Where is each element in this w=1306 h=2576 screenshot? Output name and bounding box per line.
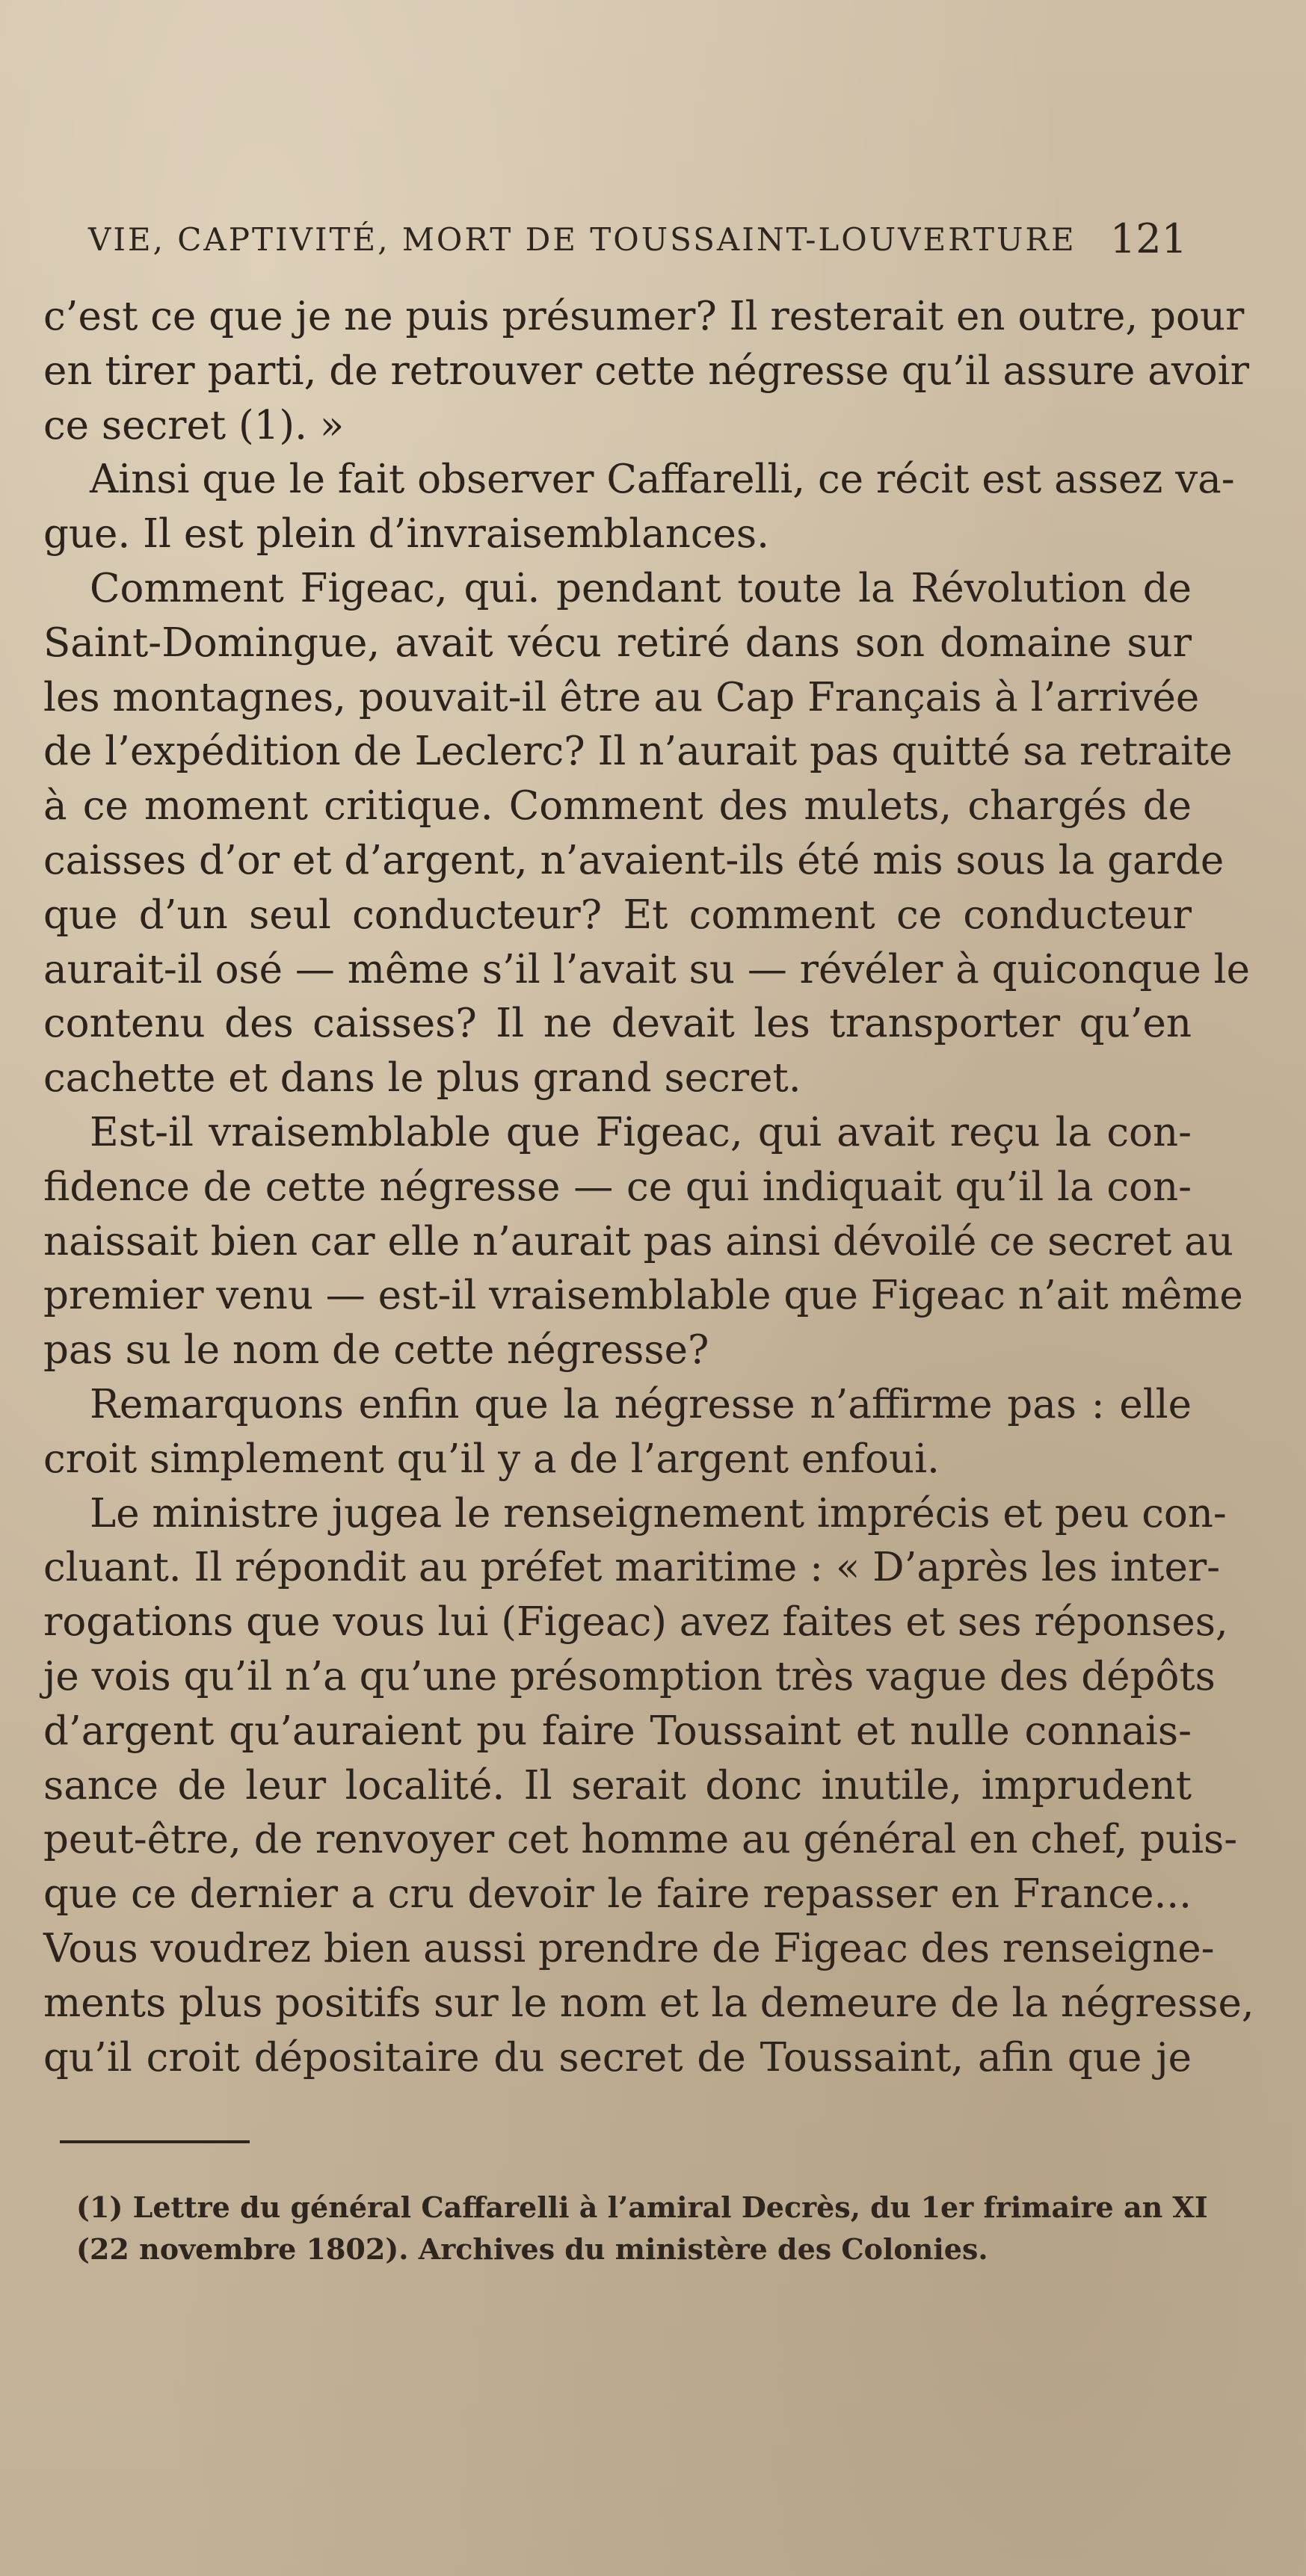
running-head: VIE, CAPTIVITÉ, MORT DE TOUSSAINT-LOUVERTURE	[88, 221, 1076, 258]
text-line: croit simplement qu’il y a de l’argent enfoui.	[43, 1436, 940, 1482]
text-line: de l’expédition de Leclerc? Il n’aurait pas quitté sa retraite	[43, 729, 1233, 775]
text-line: ments plus positifs sur le nom et la demeure de la négresse,	[43, 1980, 1254, 2026]
text-line: qu’il croit dépositaire du secret de Toussaint, afin que je	[43, 2034, 1192, 2081]
text-line: Comment Figeac, qui. pendant toute la Révolution de	[90, 565, 1192, 611]
text-line: que d’un seul conducteur? Et comment ce conducteur	[43, 892, 1192, 938]
text-line: les montagnes, pouvait-il être au Cap Français à l’arrivée	[43, 674, 1200, 720]
text-line: aurait-il osé — même s’il l’avait su — révéler à quiconque le	[43, 946, 1250, 992]
footnote	[76, 2187, 1208, 2270]
text-line: pas su le nom de cette négresse?	[43, 1327, 709, 1374]
text-line: Le ministre jugea le renseignement imprécis et peu con-	[90, 1490, 1227, 1536]
text-line: contenu des caisses? Il ne devait les transporter qu’en	[43, 1001, 1192, 1047]
text-line: fidence de cette négresse — ce qui indiquait qu’il la con-	[43, 1164, 1192, 1210]
text-line: à ce moment critique. Comment des mulets, chargés de	[43, 783, 1192, 830]
text-line: gue. Il est plein d’invraisemblances.	[43, 511, 769, 557]
text-line: sance de leur localité. Il serait donc inutile, imprudent	[43, 1762, 1192, 1809]
text-line: premier venu — est-il vraisemblable que Figeac n’ait même	[43, 1273, 1243, 1319]
text-line: que ce dernier a cru devoir le faire repasser en France...	[43, 1871, 1192, 1918]
page-number: 121	[1109, 215, 1187, 262]
text-line: en tirer parti, de retrouver cette négresse qu’il assure avoir	[43, 348, 1249, 394]
text-line: c’est ce que je ne puis présumer? Il resterait en outre, pour	[43, 294, 1245, 339]
text-line: ce secret (1). »	[43, 402, 345, 448]
text-line: rogations que vous lui (Figeac) avez faites et ses réponses,	[43, 1599, 1228, 1646]
text-line: naissait bien car elle n’aurait pas ainsi dévoilé ce secret au	[43, 1218, 1233, 1264]
text-line: je vois qu’il n’a qu’une présomption très vague des dépôts	[43, 1653, 1216, 1699]
text-line: caisses d’or et d’argent, n’avaient-ils été mis sous la garde	[43, 837, 1225, 883]
text-line: d’argent qu’auraient pu faire Toussaint et nulle connais-	[43, 1708, 1192, 1754]
footnote-line: (22 novembre 1802). Archives du ministère des Colonies.	[76, 2232, 988, 2266]
text-line: Saint-Domingue, avait vécu retiré dans son domaine sur	[43, 620, 1192, 666]
text-line: cachette et dans le plus grand secret.	[43, 1055, 801, 1102]
text-line: peut-être, de renvoyer cet homme au général en chef, puis-	[43, 1817, 1238, 1863]
text-line: Est-il vraisemblable que Figeac, qui avait reçu la con-	[90, 1109, 1192, 1155]
text-line: Remarquons enfin que la négresse n’affirme pas : elle	[90, 1381, 1192, 1427]
text-line: Ainsi que le fait observer Caffarelli, ce récit est assez va-	[90, 457, 1235, 503]
body-text	[43, 290, 1254, 2085]
page-header	[88, 215, 1187, 260]
text-line: Vous voudrez bien aussi prendre de Figeac des renseigne-	[43, 1925, 1215, 1971]
footnote-rule	[60, 2140, 250, 2143]
footnote-line: (1) Lettre du général Caffarelli à l’amiral Decrès, du 1er frimaire an XI	[76, 2190, 1208, 2224]
text-line: cluant. Il répondit au préfet maritime : « D’après les inter-	[43, 1545, 1221, 1591]
